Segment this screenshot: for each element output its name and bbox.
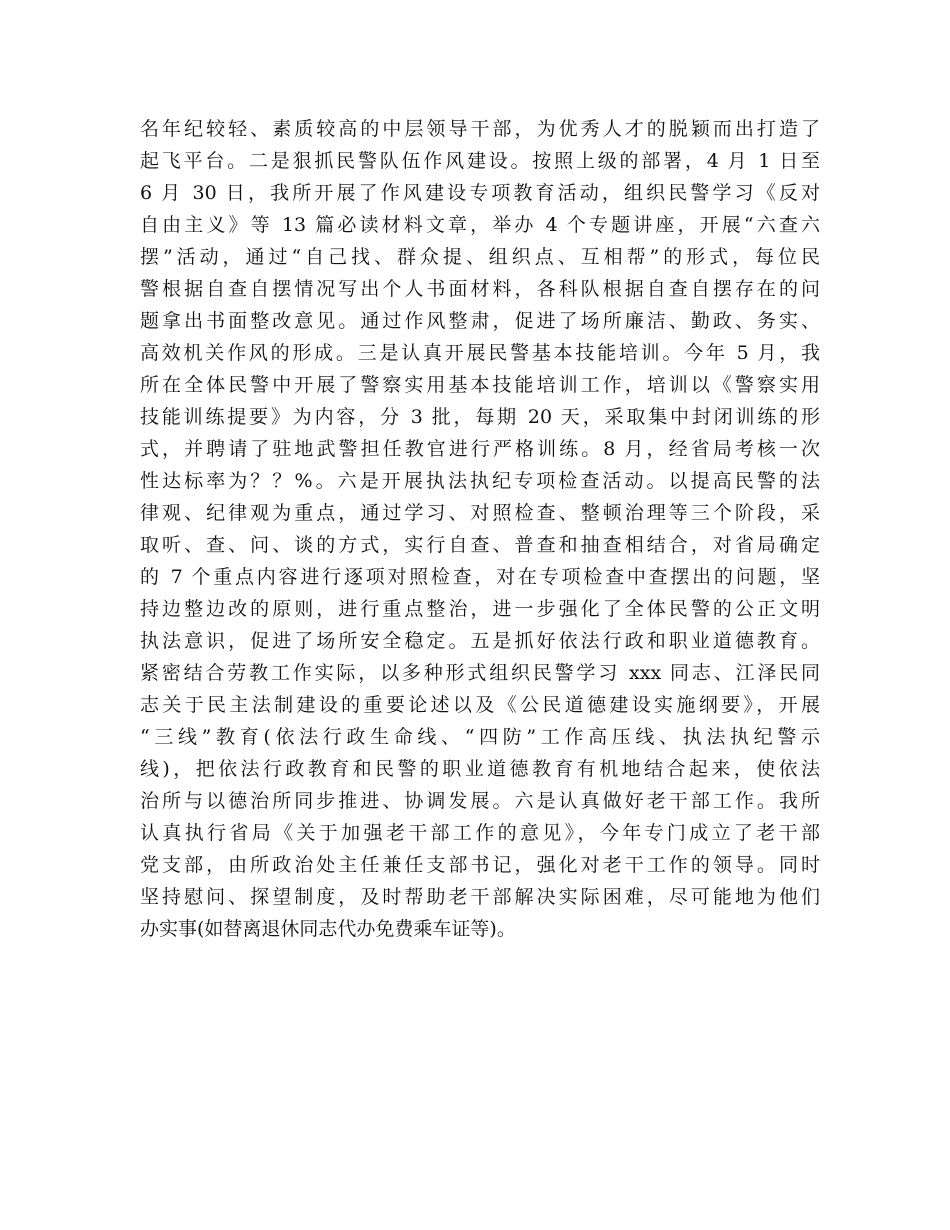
text-line-17: 执法意识，促进了场所安全稳定。五是抓好依法行政和职业道德教育。 [140,630,820,652]
text-line-21: 线)，把依法行政教育和民警的职业道德教育有机地结合起来，使依法 [140,758,820,780]
text-line-10: 技能训练提要》为内容，分 3 批，每期 20 天，采取集中封闭训练的形 [140,406,820,428]
text-line-20: “三线”教育(依法行政生命线、“四防”工作高压线、执法执纪警示 [140,726,820,748]
text-line-11: 式，并聘请了驻地武警担任教官进行严格训练。8 月，经省局考核一次 [140,438,820,460]
text-line-7: 题拿出书面整改意见。通过作风整肃，促进了场所廉洁、勤政、务实、 [140,310,820,332]
text-line-2: 起飞平台。二是狠抓民警队伍作风建设。按照上级的部署，4 月 1 日至 [140,150,820,172]
text-line-26: 办实事(如替离退休同志代办免费乘车证等)。 [140,918,516,940]
text-line-5: 摆”活动，通过“自己找、群众提、组织点、互相帮”的形式，每位民 [140,246,820,268]
text-line-4: 自由主义》等 13 篇必读材料文章，举办 4 个专题讲座，开展“六查六 [140,214,820,236]
text-line-9: 所在全体民警中开展了警察实用基本技能培训工作，培训以《警察实用 [140,374,820,396]
text-line-1: 名年纪较轻、素质较高的中层领导干部，为优秀人才的脱颖而出打造了 [140,118,820,140]
text-line-23: 认真执行省局《关于加强老干部工作的意见》，今年专门成立了老干部 [140,822,820,844]
text-line-14: 取听、查、问、谈的方式，实行自查、普查和抽查相结合，对省局确定 [140,534,820,556]
text-line-15: 的 7 个重点内容进行逐项对照检查，对在专项检查中查摆出的问题，坚 [140,566,820,588]
text-line-8: 高效机关作风的形成。三是认真开展民警基本技能培训。今年 5 月，我 [140,342,820,364]
text-line-24: 党支部，由所政治处主任兼任支部书记，强化对老干工作的领导。同时 [140,854,820,876]
text-line-19: 志关于民主法制建设的重要论述以及《公民道德建设实施纲要》，开展 [140,694,820,716]
body-paragraph [140,113,820,945]
text-line-22: 治所与以德治所同步推进、协调发展。六是认真做好老干部工作。我所 [140,790,820,812]
text-line-3: 6 月 30 日，我所开展了作风建设专项教育活动，组织民警学习《反对 [140,182,820,204]
text-line-16: 持边整边改的原则，进行重点整治，进一步强化了全体民警的公正文明 [140,598,820,620]
text-line-12: 性达标率为？？%。六是开展执法执纪专项检查活动。以提高民警的法 [140,470,820,492]
text-line-13: 律观、纪律观为重点，通过学习、对照检查、整顿治理等三个阶段，采 [140,502,820,524]
text-line-6: 警根据自查自摆情况写出个人书面材料，各科队根据自查自摆存在的问 [140,278,820,300]
text-line-18: 紧密结合劳教工作实际，以多种形式组织民警学习 xxx 同志、江泽民同 [140,662,820,684]
text-line-25: 坚持慰问、探望制度，及时帮助老干部解决实际困难，尽可能地为他们 [140,886,820,908]
